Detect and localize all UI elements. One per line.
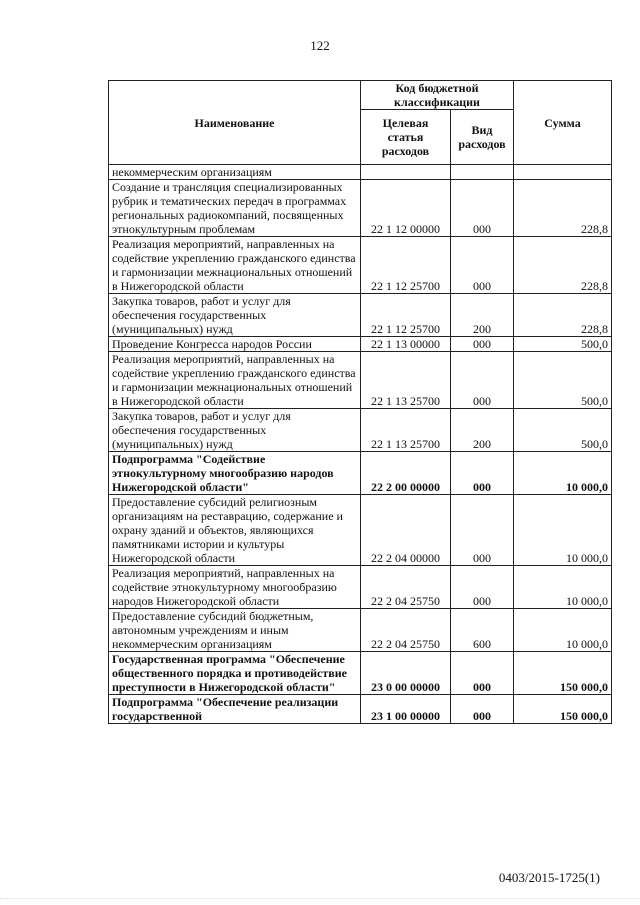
table-row [109,409,612,452]
row-target-article: 22 2 04 25750 [361,609,451,652]
table-row [109,452,612,495]
row-amount: 10 000,0 [514,609,612,652]
row-name: Подпрограмма "Содействие этнокультурному многообразию народов Нижегородской области" [109,452,361,495]
row-target-article: 22 1 12 00000 [361,180,451,237]
document-code: 0403/2015-1725(1) [498,870,600,885]
row-target-article: 22 1 12 25700 [361,237,451,294]
row-amount: 228,8 [514,180,612,237]
row-amount: 10 000,0 [514,452,612,495]
row-target-article: 22 1 13 25700 [361,352,451,409]
row-amount: 500,0 [514,409,612,452]
row-name: Реализация мероприятий, направленных на содействие укреплению гражданского единства и гармонизации межнациональных отношений в Нижегородской области [109,352,361,409]
table-row [109,180,612,237]
table-row [109,695,612,724]
row-expense-type: 000 [451,337,514,352]
row-target-article: 22 2 04 00000 [361,495,451,566]
row-name: некоммерческим организациям [109,165,361,180]
row-target-article: 22 1 12 25700 [361,294,451,337]
row-amount: 228,8 [514,237,612,294]
row-target-article: 22 1 13 00000 [361,337,451,352]
header-name: Наименование [109,81,361,165]
row-expense-type: 200 [451,409,514,452]
row-expense-type: 000 [451,495,514,566]
row-amount: 10 000,0 [514,495,612,566]
row-amount: 228,8 [514,294,612,337]
row-name: Создание и трансляция специализированных рубрик и тематических передач в программах региональных радиокомпаний, посвященных этнокультурным проблемам [109,180,361,237]
row-expense-type: 000 [451,566,514,609]
table-row [109,652,612,695]
row-name: Проведение Конгресса народов России [109,337,361,352]
table-row [109,566,612,609]
scan-edge [0,898,640,903]
row-amount: 10 000,0 [514,566,612,609]
row-name: Предоставление субсидий бюджетным, автономным учреждениям и иным некоммерческим организациям [109,609,361,652]
header-budget-code: Код бюджетной классификации [361,81,514,110]
row-target-article: 23 0 00 00000 [361,652,451,695]
row-name: Подпрограмма "Обеспечение реализации государственной [109,695,361,724]
row-name: Закупка товаров, работ и услуг для обеспечения государственных (муниципальных) нужд [109,294,361,337]
row-amount: 150 000,0 [514,652,612,695]
row-amount: 150 000,0 [514,695,612,724]
row-name: Реализация мероприятий, направленных на содействие укреплению гражданского единства и гармонизации межнациональных отношений в Нижегородской области [109,237,361,294]
row-target-article [361,165,451,180]
table-row [109,352,612,409]
row-expense-type: 000 [451,695,514,724]
table-row [109,165,612,180]
row-name: Государственная программа "Обеспечение общественного порядка и противодействие преступности в Нижегородской области" [109,652,361,695]
row-expense-type: 000 [451,237,514,294]
row-amount: 500,0 [514,337,612,352]
row-target-article: 23 1 00 00000 [361,695,451,724]
table-row [109,337,612,352]
budget-table [108,80,612,724]
row-target-article: 22 2 00 00000 [361,452,451,495]
row-name: Реализация мероприятий, направленных на содействие этнокультурному многообразию народов Нижегородской области [109,566,361,609]
row-expense-type: 000 [451,652,514,695]
row-target-article: 22 2 04 25750 [361,566,451,609]
table-row [109,495,612,566]
row-amount: 500,0 [514,352,612,409]
row-expense-type: 200 [451,294,514,337]
header-expense-type: Вид расходов [451,110,514,165]
row-name: Предоставление субсидий религиозным организациям на реставрацию, содержание и охрану зданий и объектов, являющихся памятниками истории и культуры Нижегородской области [109,495,361,566]
row-expense-type: 000 [451,452,514,495]
row-amount [514,165,612,180]
row-expense-type [451,165,514,180]
table-row [109,237,612,294]
row-expense-type: 600 [451,609,514,652]
table-row [109,294,612,337]
table-body [109,165,612,724]
table-row [109,609,612,652]
row-target-article: 22 1 13 25700 [361,409,451,452]
page-number: 122 [310,38,330,53]
row-name: Закупка товаров, работ и услуг для обеспечения государственных (муниципальных) нужд [109,409,361,452]
header-target-article: Целевая статья расходов [361,110,451,165]
row-expense-type: 000 [451,352,514,409]
header-amount: Сумма [514,81,612,165]
row-expense-type: 000 [451,180,514,237]
